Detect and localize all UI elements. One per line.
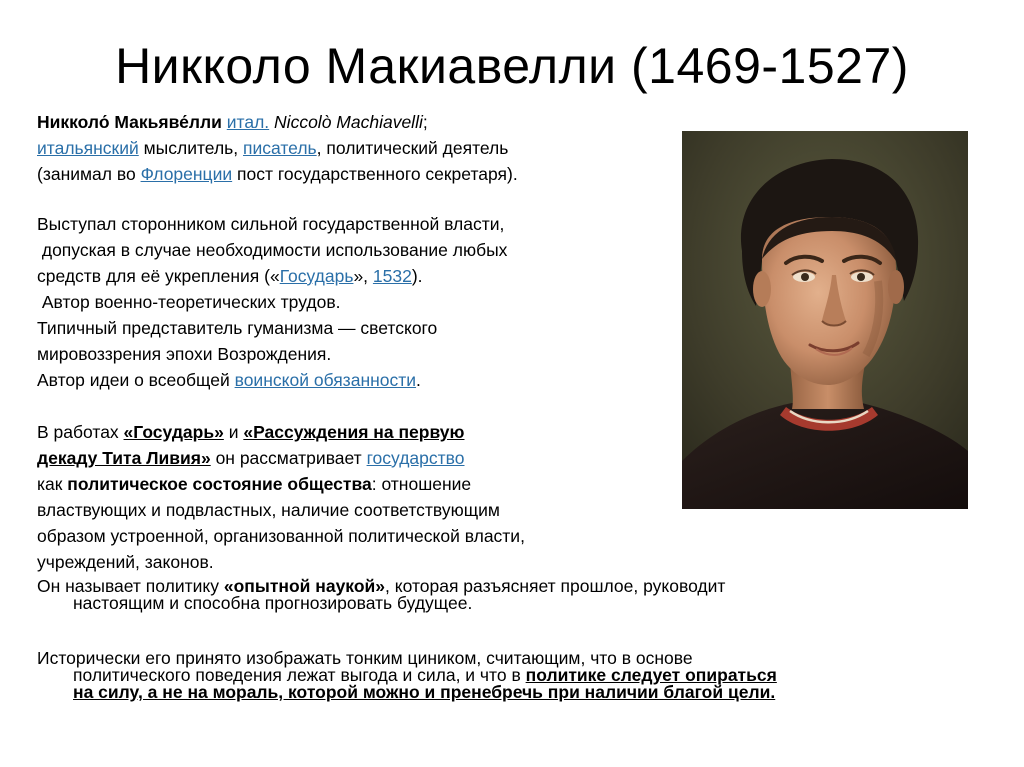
work-discourses-a: «Рассуждения на первую: [243, 422, 465, 442]
link-italian-lang[interactable]: итал.: [226, 112, 270, 132]
science-line-1: Он называет политику «опытной наукой», которая разъясняет прошлое, руководит: [37, 576, 726, 596]
link-florence[interactable]: Флоренции: [140, 164, 233, 184]
intro-block: [37, 109, 518, 187]
works-line-2: декаду Тита Ливия» он рассматривает государство: [37, 448, 465, 468]
views-line-3: средств для её укрепления («Государь», 1532).: [37, 266, 423, 286]
name-italian: Niccolò Machiavelli: [274, 112, 423, 132]
work-discourses-b: декаду Тита Ливия»: [37, 448, 211, 468]
work-prince: «Государь»: [123, 422, 224, 442]
works-block: [37, 419, 525, 575]
cynic-line-1: Исторически его принято изображать тонким циником, считающим, что в основе: [37, 648, 693, 668]
cynic-paragraph: [37, 650, 777, 701]
views-line-2: допуская в случае необходимости использование любых: [37, 240, 508, 260]
cynic-bold-2: на силу, а не на мораль, которой можно и пренебречь при наличии благой цели.: [73, 682, 776, 702]
views-line-6: мировоззрения эпохи Возрождения.: [37, 344, 332, 364]
views-line-5: Типичный представитель гуманизма — светского: [37, 318, 438, 338]
works-line-4: властвующих и подвластных, наличие соответствующим: [37, 500, 500, 520]
intro-line-3: (занимал во Флоренции пост государственного секретаря).: [37, 164, 518, 184]
cynic-bold-1: политике следует опираться: [525, 665, 777, 685]
link-year-1532[interactable]: 1532: [372, 266, 412, 286]
portrait-illustration: [682, 131, 968, 509]
link-state[interactable]: государство: [366, 448, 465, 468]
views-block: [37, 211, 507, 393]
link-italian[interactable]: итальянский: [37, 138, 139, 158]
views-line-4: Автор военно-теоретических трудов.: [37, 292, 341, 312]
intro-line-1: Никколо́ Макьяве́лли итал. Niccolò Machiavelli;: [37, 112, 428, 132]
views-line-1: Выступал сторонником сильной государственной власти,: [37, 214, 505, 234]
intro-line-2: итальянский мыслитель, писатель, политический деятель: [37, 138, 509, 158]
cynic-line-2: политического поведения лежат выгода и сила, и что в политике следует опираться: [73, 665, 777, 685]
works-line-1: В работах «Государь» и «Рассуждения на первую: [37, 422, 465, 442]
views-line-7: Автор идеи о всеобщей воинской обязанности.: [37, 370, 421, 390]
science-line-2: настоящим и способна прогнозировать будущее.: [73, 593, 473, 613]
portrait-image: [682, 131, 968, 509]
political-condition: политическое состояние общества: [67, 474, 372, 494]
works-line-3: как политическое состояние общества: отношение: [37, 474, 472, 494]
link-prince[interactable]: Государь: [279, 266, 354, 286]
works-line-6: учреждений, законов.: [37, 552, 214, 572]
name-ru: Никколо́ Макьяве́лли: [37, 112, 222, 132]
cynic-line-3: [37, 684, 777, 701]
science-paragraph: [37, 578, 725, 612]
experimental-science: «опытной наукой»: [223, 576, 386, 596]
works-line-5: образом устроенной, организованной политической власти,: [37, 526, 525, 546]
link-conscription[interactable]: воинской обязанности: [234, 370, 417, 390]
page-title: Никколо Макиавелли (1469-1527): [115, 38, 909, 94]
link-writer[interactable]: писатель: [243, 138, 317, 158]
